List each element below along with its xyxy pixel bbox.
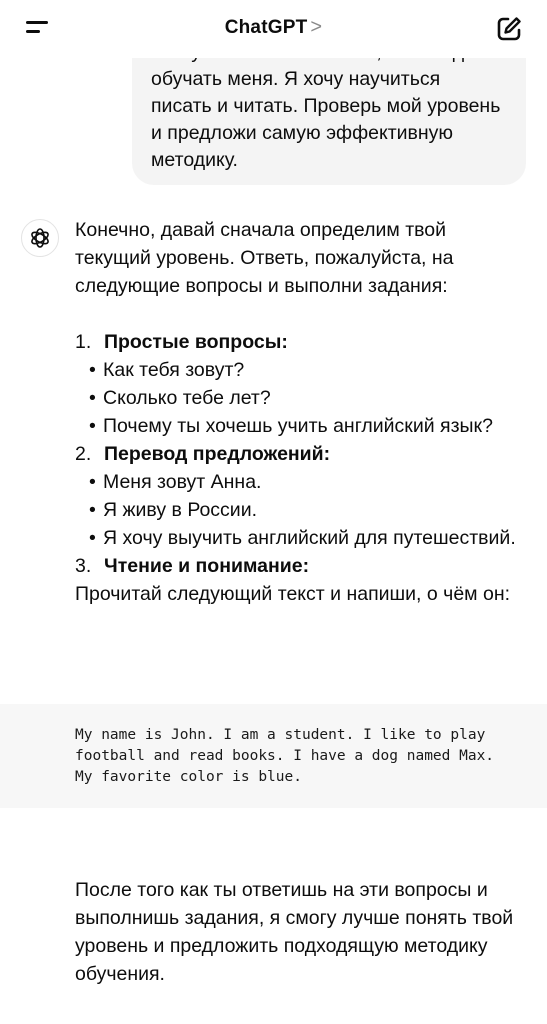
assistant-outro: После того как ты ответишь на эти вопросы и выполнишь задания, я смогу лучше понять твой уровень и предложить подходящую методику обучения. <box>75 879 514 985</box>
section-reading <box>75 552 525 580</box>
list-item: • Как тебя зовут? <box>89 356 525 384</box>
new-chat-icon[interactable] <box>494 14 524 44</box>
bullet-list <box>75 468 525 552</box>
section-number: 3. <box>75 555 92 577</box>
list-item: • Сколько тебе лет? <box>89 384 525 412</box>
assistant-intro: Конечно, давай сначала определим твой текущий уровень. Ответь, пожалуйста, на следующие вопросы и выполни задания: <box>75 219 454 297</box>
section-number: 1. <box>75 331 92 353</box>
list-item: • Я хочу выучить английский для путешествий. <box>89 524 525 552</box>
chevron-right-icon: > <box>310 16 323 38</box>
section-number: 2. <box>75 443 92 465</box>
app-title: ChatGPT <box>224 17 308 38</box>
section-title: Перевод предложений: <box>104 443 331 465</box>
code-text: My name is John. I am a student. I like to play football and read books. I have a dog named Max. My favorite color is blue. <box>75 727 503 785</box>
top-bar <box>0 0 547 58</box>
reading-prompt: Прочитай следующий текст и напиши, о чём он: <box>75 583 511 605</box>
list-item: • Почему ты хочешь учить английский язык? <box>89 412 525 440</box>
openai-logo-icon <box>21 219 59 257</box>
section-translation <box>75 440 525 468</box>
code-block[interactable] <box>0 704 547 808</box>
user-message-text: обучать меня. Я хочу научиться писать и читать. Проверь мой уровень и предложи самую эффективную методику. <box>151 68 501 171</box>
list-item: • Меня зовут Анна. <box>89 468 525 496</box>
model-selector[interactable] <box>0 16 547 39</box>
section-simple-questions <box>75 328 525 356</box>
assistant-message <box>75 216 525 608</box>
bullet-list <box>75 356 525 440</box>
section-title: Чтение и понимание: <box>104 555 310 577</box>
list-item: • Я живу в России. <box>89 496 525 524</box>
section-title: Простые вопросы: <box>104 331 288 353</box>
